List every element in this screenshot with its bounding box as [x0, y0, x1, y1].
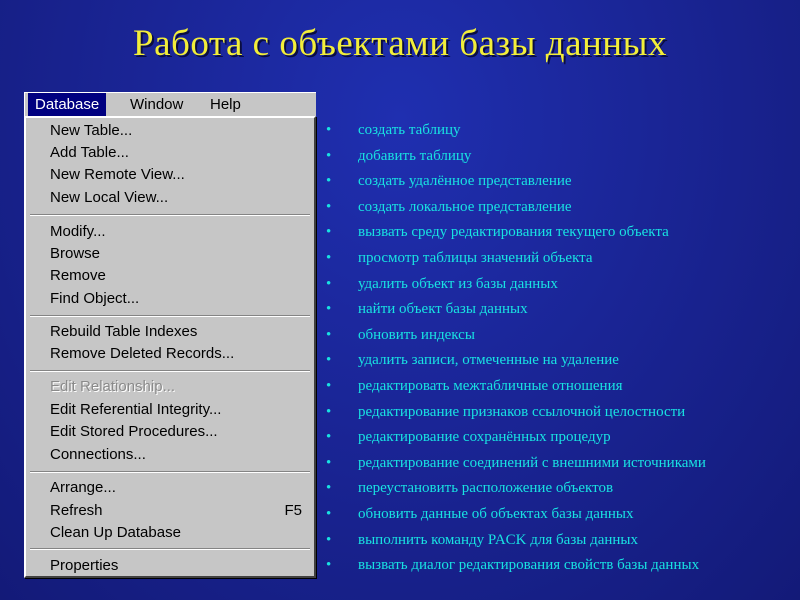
- menu-item-clean-up-database[interactable]: Clean Up Database: [50, 524, 181, 541]
- description-text: обновить данные об объектах базы данных: [358, 505, 634, 522]
- menu-separator: [30, 548, 310, 550]
- menu-item-remove[interactable]: Remove: [50, 267, 106, 284]
- list-item: [320, 349, 706, 375]
- slide-title: Работа с объектами базы данных: [133, 23, 667, 64]
- description-text: создать удалённое представление: [358, 173, 572, 190]
- description-list: [320, 119, 706, 580]
- description-text: вызвать диалог редактирования свойств базы данных: [358, 557, 700, 574]
- menu-item-new-local-view[interactable]: New Local View...: [50, 189, 169, 206]
- bullet-icon: •: [326, 301, 332, 318]
- description-text: обновить индексы: [358, 326, 475, 343]
- description-text: создать локальное представление: [358, 198, 572, 215]
- description-text: удалить объект из базы данных: [358, 275, 558, 292]
- menu-item-refresh-label: Refresh: [50, 502, 103, 519]
- menu-separator: [30, 315, 310, 317]
- menu-item-modify[interactable]: Modify...: [50, 223, 106, 240]
- list-item: [320, 324, 706, 350]
- bullet-icon: •: [326, 224, 332, 241]
- database-dropdown-menu: [24, 116, 316, 578]
- description-text: вызвать среду редактирования текущего объекта: [358, 224, 669, 241]
- description-text: просмотр таблицы значений объекта: [358, 249, 593, 266]
- list-item: [320, 145, 706, 171]
- list-item: [320, 401, 706, 427]
- menubar-item-database[interactable]: Database: [28, 93, 106, 116]
- menu-item-arrange[interactable]: Arrange...: [50, 479, 116, 496]
- menu-item-remove-deleted-records[interactable]: Remove Deleted Records...: [50, 345, 235, 362]
- description-text: редактировать межтабличные отношения: [358, 377, 623, 394]
- list-item: [320, 221, 706, 247]
- description-text: редактирование соединений с внешними источниками: [358, 454, 706, 471]
- menubar-item-window[interactable]: Window: [130, 96, 184, 113]
- list-item: [320, 426, 706, 452]
- bullet-icon: •: [326, 429, 332, 446]
- menu-item-properties[interactable]: Properties: [50, 557, 119, 574]
- bullet-icon: •: [326, 377, 332, 394]
- description-text: редактирование сохранённых процедур: [358, 429, 611, 446]
- list-item: [320, 375, 706, 401]
- description-text: создать таблицу: [358, 122, 461, 138]
- bullet-icon: •: [326, 198, 332, 215]
- description-text: найти объект базы данных: [358, 301, 528, 318]
- menu-item-edit-relationship: Edit Relationship...: [50, 378, 176, 395]
- bullet-icon: •: [326, 557, 332, 574]
- bullet-icon: •: [326, 352, 332, 369]
- bullet-icon: •: [326, 480, 332, 497]
- menu-item-new-table[interactable]: New Table...: [50, 122, 133, 139]
- bullet-icon: •: [326, 403, 332, 420]
- description-text: выполнить команду PACK для базы данных: [358, 531, 638, 548]
- bullet-icon: •: [326, 505, 332, 522]
- bullet-icon: •: [326, 147, 332, 164]
- list-item: [320, 503, 706, 529]
- list-item: [320, 196, 706, 222]
- bullet-icon: •: [326, 249, 332, 266]
- list-item: [320, 247, 706, 273]
- menu-separator: [30, 471, 310, 473]
- bullet-icon: •: [326, 326, 332, 343]
- database-menu-window: [24, 92, 316, 578]
- list-item: [320, 529, 706, 555]
- bullet-icon: •: [326, 122, 332, 138]
- list-item: [320, 170, 706, 196]
- menu-separator: [30, 214, 310, 216]
- menubar-item-help[interactable]: Help: [210, 96, 241, 113]
- list-item: [320, 477, 706, 503]
- menu-separator: [30, 370, 310, 372]
- bullet-icon: •: [326, 173, 332, 190]
- bullet-icon: •: [326, 275, 332, 292]
- menu-item-new-remote-view[interactable]: New Remote View...: [50, 166, 185, 183]
- menu-item-connections[interactable]: Connections...: [50, 446, 146, 463]
- menu-item-find-object[interactable]: Find Object...: [50, 290, 140, 307]
- list-item: [320, 452, 706, 478]
- description-text: добавить таблицу: [358, 147, 472, 164]
- menu-item-edit-stored-procedures[interactable]: Edit Stored Procedures...: [50, 423, 218, 440]
- menu-item-rebuild-table-indexes[interactable]: Rebuild Table Indexes: [50, 323, 198, 340]
- menubar: [24, 92, 316, 116]
- list-item: [320, 273, 706, 299]
- list-item: [320, 119, 706, 145]
- menu-item-add-table[interactable]: Add Table...: [50, 144, 129, 161]
- description-text: редактирование признаков ссылочной целостности: [358, 403, 686, 420]
- list-item: [320, 298, 706, 324]
- refresh-shortcut: F5: [284, 502, 302, 519]
- bullet-icon: •: [326, 531, 332, 548]
- description-text: переустановить расположение объектов: [358, 480, 614, 497]
- description-text: удалить записи, отмеченные на удаление: [358, 352, 619, 369]
- list-item: [320, 554, 706, 580]
- menu-item-browse[interactable]: Browse: [50, 245, 101, 262]
- bullet-icon: •: [326, 454, 332, 471]
- menu-item-refresh[interactable]: [50, 500, 306, 522]
- menu-item-edit-referential-integrity[interactable]: Edit Referential Integrity...: [50, 401, 222, 418]
